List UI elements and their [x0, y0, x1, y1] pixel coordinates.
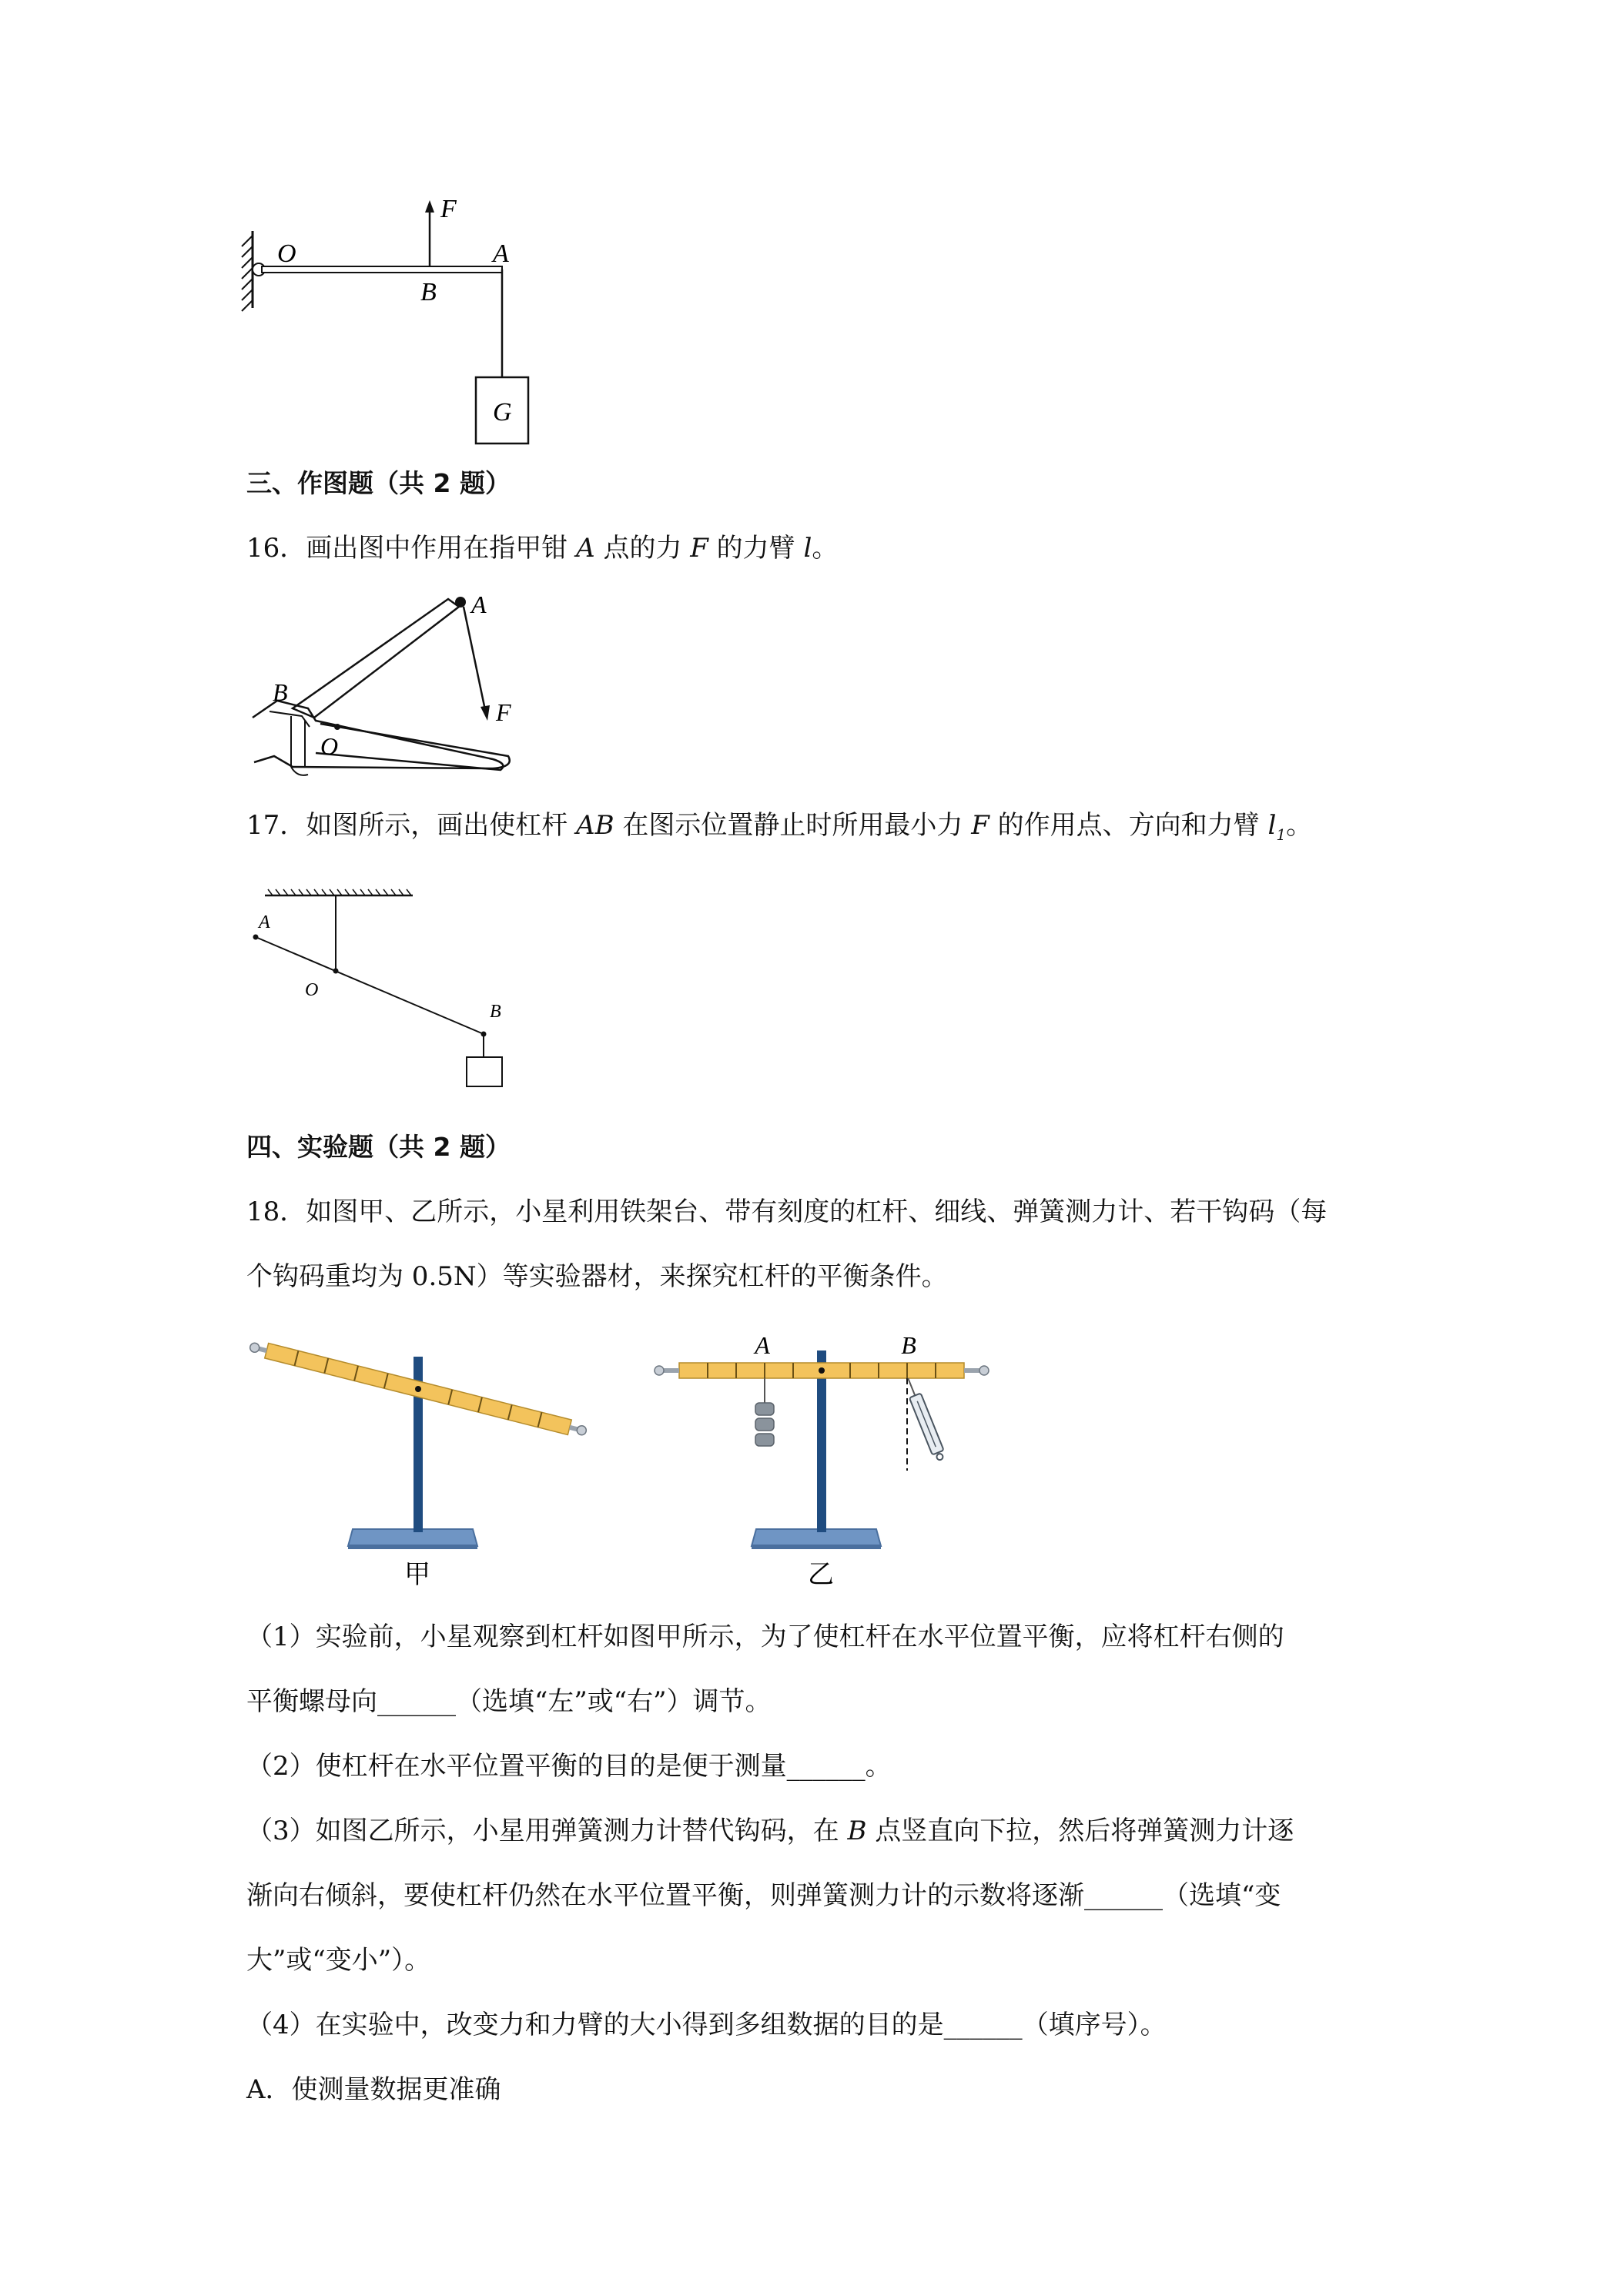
hanging-label-B: B	[490, 1002, 501, 1022]
q18-part1-line1: （1）实验前，小星观察到杠杆如图甲所示，为了使杠杆在水平位置平衡，应将杠杆右侧的	[246, 1622, 1284, 1652]
q18-part3-line2: 渐向右倾斜，要使杠杆仍然在水平位置平衡，则弹簧测力计的示数将逐渐______（选填“变	[246, 1880, 1281, 1911]
label-G: G	[493, 398, 512, 427]
figure-jia-tilted-lever	[246, 1317, 601, 1594]
question-18-line-1: 18．如图甲、乙所示，小星利用铁架台、带有刻度的杠杆、细线、弹簧测力计、若干钩码（每	[246, 1197, 1328, 1227]
q18-part2: （2）使杠杆在水平位置平衡的目的是便于测量______。	[246, 1751, 892, 1782]
hanging-label-A: A	[259, 912, 270, 932]
figure-yi-balanced-lever	[647, 1317, 1016, 1594]
clipper-label-A: A	[471, 591, 487, 618]
label-O: O	[277, 239, 296, 268]
figure-yi-label-A: A	[755, 1331, 770, 1359]
question-17: 17．如图所示，画出使杠杆 AB 在图示位置静止时所用最小力 F 的作用点、方向和力臂 $l_1$。	[246, 810, 1313, 844]
figure-lever-weight	[231, 185, 554, 462]
clipper-label-F: F	[496, 698, 511, 726]
q18-part4: （4）在实验中，改变力和力臂的大小得到多组数据的目的是______（填序号）。	[246, 2010, 1167, 2040]
figure-yi-label-B: B	[901, 1331, 916, 1359]
q18-part3-line1: （3）如图乙所示，小星用弹簧测力计替代钩码，在 B 点竖直向下拉，然后将弹簧测力计逐	[246, 1816, 1294, 1846]
clipper-label-O: O	[320, 732, 339, 760]
hanging-label-O: O	[305, 980, 319, 1000]
clipper-label-B: B	[273, 678, 288, 706]
figure-nail-clipper	[246, 585, 539, 785]
label-F: F	[440, 195, 457, 223]
question-18-line-2: 个钩码重均为 0.5N）等实验器材，来探究杠杆的平衡条件。	[246, 1261, 948, 1292]
section-3-title: 三、作图题（共 2 题）	[246, 468, 511, 498]
q18-part3-line3: 大”或“变小”）。	[246, 1945, 431, 1976]
figure-label-yi: 乙	[808, 1561, 834, 1589]
question-16: 16．画出图中作用在指甲钳 A 点的力 F 的力臂 l。	[246, 533, 839, 564]
q18-part1-line2: 平衡螺母向______（选填“左”或“右”）调节。	[246, 1686, 772, 1717]
label-A: A	[493, 239, 509, 268]
section-4-title: 四、实验题（共 2 题）	[246, 1132, 511, 1162]
label-B: B	[420, 278, 437, 306]
q18-option-a: A．使测量数据更准确	[246, 2074, 501, 2105]
figure-label-jia: 甲	[404, 1561, 430, 1589]
figure-hanging-lever	[239, 874, 547, 1105]
